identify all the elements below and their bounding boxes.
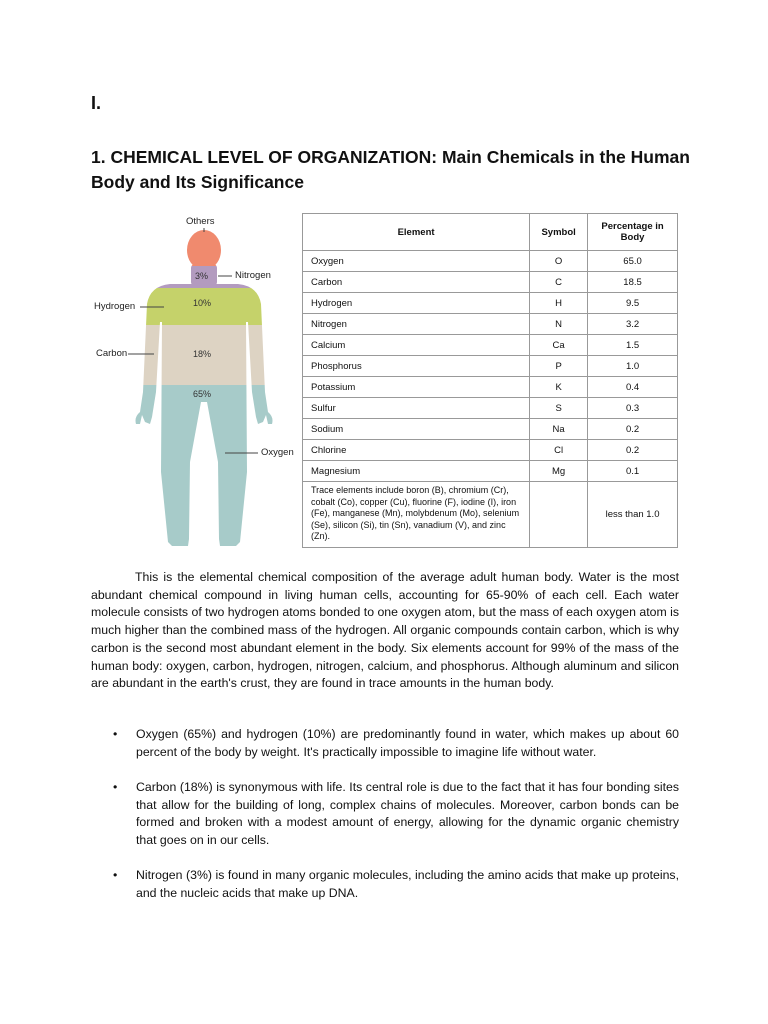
bullet-item xyxy=(91,779,679,850)
elem-cell: Nitrogen xyxy=(303,314,530,335)
bullet-text: Nitrogen (3%) is found in many organic molecules, including the amino acids that make up proteins, and the nucleic acids that make up DNA. xyxy=(136,868,679,900)
symbol-cell: P xyxy=(530,356,588,377)
elem-cell: Hydrogen xyxy=(303,293,530,314)
table-row xyxy=(303,440,678,461)
bullet-item xyxy=(91,726,679,761)
symbol-cell: N xyxy=(530,314,588,335)
percent-cell: 65.0 xyxy=(588,251,678,272)
table-row xyxy=(303,293,678,314)
bullet-text: Oxygen (65%) and hydrogen (10%) are predominantly found in water, which makes up about 60 percent of the body by weight. It's practically impossible to imagine life without water. xyxy=(136,727,679,759)
table-row xyxy=(303,461,678,482)
label-oxygen: Oxygen xyxy=(261,447,294,458)
symbol-cell: K xyxy=(530,377,588,398)
symbol-cell: Ca xyxy=(530,335,588,356)
label-nitrogen: Nitrogen xyxy=(235,270,271,281)
label-carbon: Carbon xyxy=(96,348,128,359)
pct-carbon: 18% xyxy=(193,349,212,359)
percent-cell: 0.2 xyxy=(588,440,678,461)
paragraph-text: This is the elemental chemical composition of the average adult human body. Water is the most abundant chemical compound in living human cells, accounting for 65-90% of each cell. Each water molecule consists of two hydrogen atoms bonded to one oxygen atom, but the mass of each oxygen atom is much higher than the combined mass of the hydrogen. All organic compounds contain carbon, which is why carbon is the second most abundant element in the body. Six elements account for 99% of the mass of the human body: oxygen, carbon, hydrogen, nitrogen, calcium, and phosphorus. Although aluminum and silicon are abundant in the earth's crust, they are found in trace amounts in the human body. xyxy=(91,570,679,691)
table-row xyxy=(303,314,678,335)
table-header-row xyxy=(303,214,678,251)
bullet-text: Carbon (18%) is synonymous with life. Its central role is due to the fact that it has four bonding sites that allow for the building of long, complex chains of molecules. Moreover, carbon bonds can be formed and broken with a modest amount of energy, allowing for the dynamic organic chemistry that goes on in our cells. xyxy=(136,780,679,848)
label-others: Others xyxy=(186,216,215,227)
elem-cell: Carbon xyxy=(303,272,530,293)
elem-cell: Chlorine xyxy=(303,440,530,461)
percent-cell: 1.5 xyxy=(588,335,678,356)
header-symbol: Symbol xyxy=(530,214,588,251)
header-percentage: Percentage in Body xyxy=(588,214,678,251)
percent-cell: 1.0 xyxy=(588,356,678,377)
table-row xyxy=(303,272,678,293)
elem-cell: Sulfur xyxy=(303,398,530,419)
table-row xyxy=(303,377,678,398)
table-row xyxy=(303,251,678,272)
elem-cell: Oxygen xyxy=(303,251,530,272)
percent-cell: 0.1 xyxy=(588,461,678,482)
table-row xyxy=(303,356,678,377)
label-hydrogen: Hydrogen xyxy=(94,301,136,312)
section-heading: 1. CHEMICAL LEVEL OF ORGANIZATION: Main Chemicals in the Human Body and Its Significance xyxy=(91,147,690,192)
body-paragraph xyxy=(91,569,679,693)
elem-cell: Calcium xyxy=(303,335,530,356)
symbol-cell: O xyxy=(530,251,588,272)
element-table xyxy=(302,213,678,548)
trace-percent: less than 1.0 xyxy=(588,482,678,548)
trace-symbol-cell xyxy=(530,482,588,548)
symbol-cell: H xyxy=(530,293,588,314)
bullet-marker: • xyxy=(113,727,118,741)
symbol-cell: S xyxy=(530,398,588,419)
elem-cell: Sodium xyxy=(303,419,530,440)
bullet-item xyxy=(91,867,679,902)
elem-cell: Magnesium xyxy=(303,461,530,482)
elem-cell: Phosphorus xyxy=(303,356,530,377)
symbol-cell: Mg xyxy=(530,461,588,482)
symbol-cell: Na xyxy=(530,419,588,440)
trace-row xyxy=(303,482,678,548)
symbol-cell: Cl xyxy=(530,440,588,461)
bullet-marker: • xyxy=(113,780,118,794)
percent-cell: 0.3 xyxy=(588,398,678,419)
section-number: I. xyxy=(91,93,102,113)
table-row xyxy=(303,335,678,356)
symbol-cell: C xyxy=(530,272,588,293)
percent-cell: 3.2 xyxy=(588,314,678,335)
bullet-marker: • xyxy=(113,868,118,882)
percent-cell: 18.5 xyxy=(588,272,678,293)
table-row xyxy=(303,419,678,440)
trace-elements-text: Trace elements include boron (B), chromium (Cr), cobalt (Co), copper (Cu), fluorine (F), iodine (I), iron (Fe), manganese (Mn), molybdenum (Mo), selenium (Se), silicon (Si), tin (Sn), vanadium (V), and zinc (Zn). xyxy=(303,482,530,548)
pct-nitrogen: 3% xyxy=(195,271,209,281)
header-element: Element xyxy=(303,214,530,251)
percent-cell: 0.4 xyxy=(588,377,678,398)
table-row xyxy=(303,398,678,419)
percent-cell: 9.5 xyxy=(588,293,678,314)
pct-hydrogen: 10% xyxy=(193,298,212,308)
percent-cell: 0.2 xyxy=(588,419,678,440)
pct-oxygen: 65% xyxy=(193,389,212,399)
elem-cell: Potassium xyxy=(303,377,530,398)
